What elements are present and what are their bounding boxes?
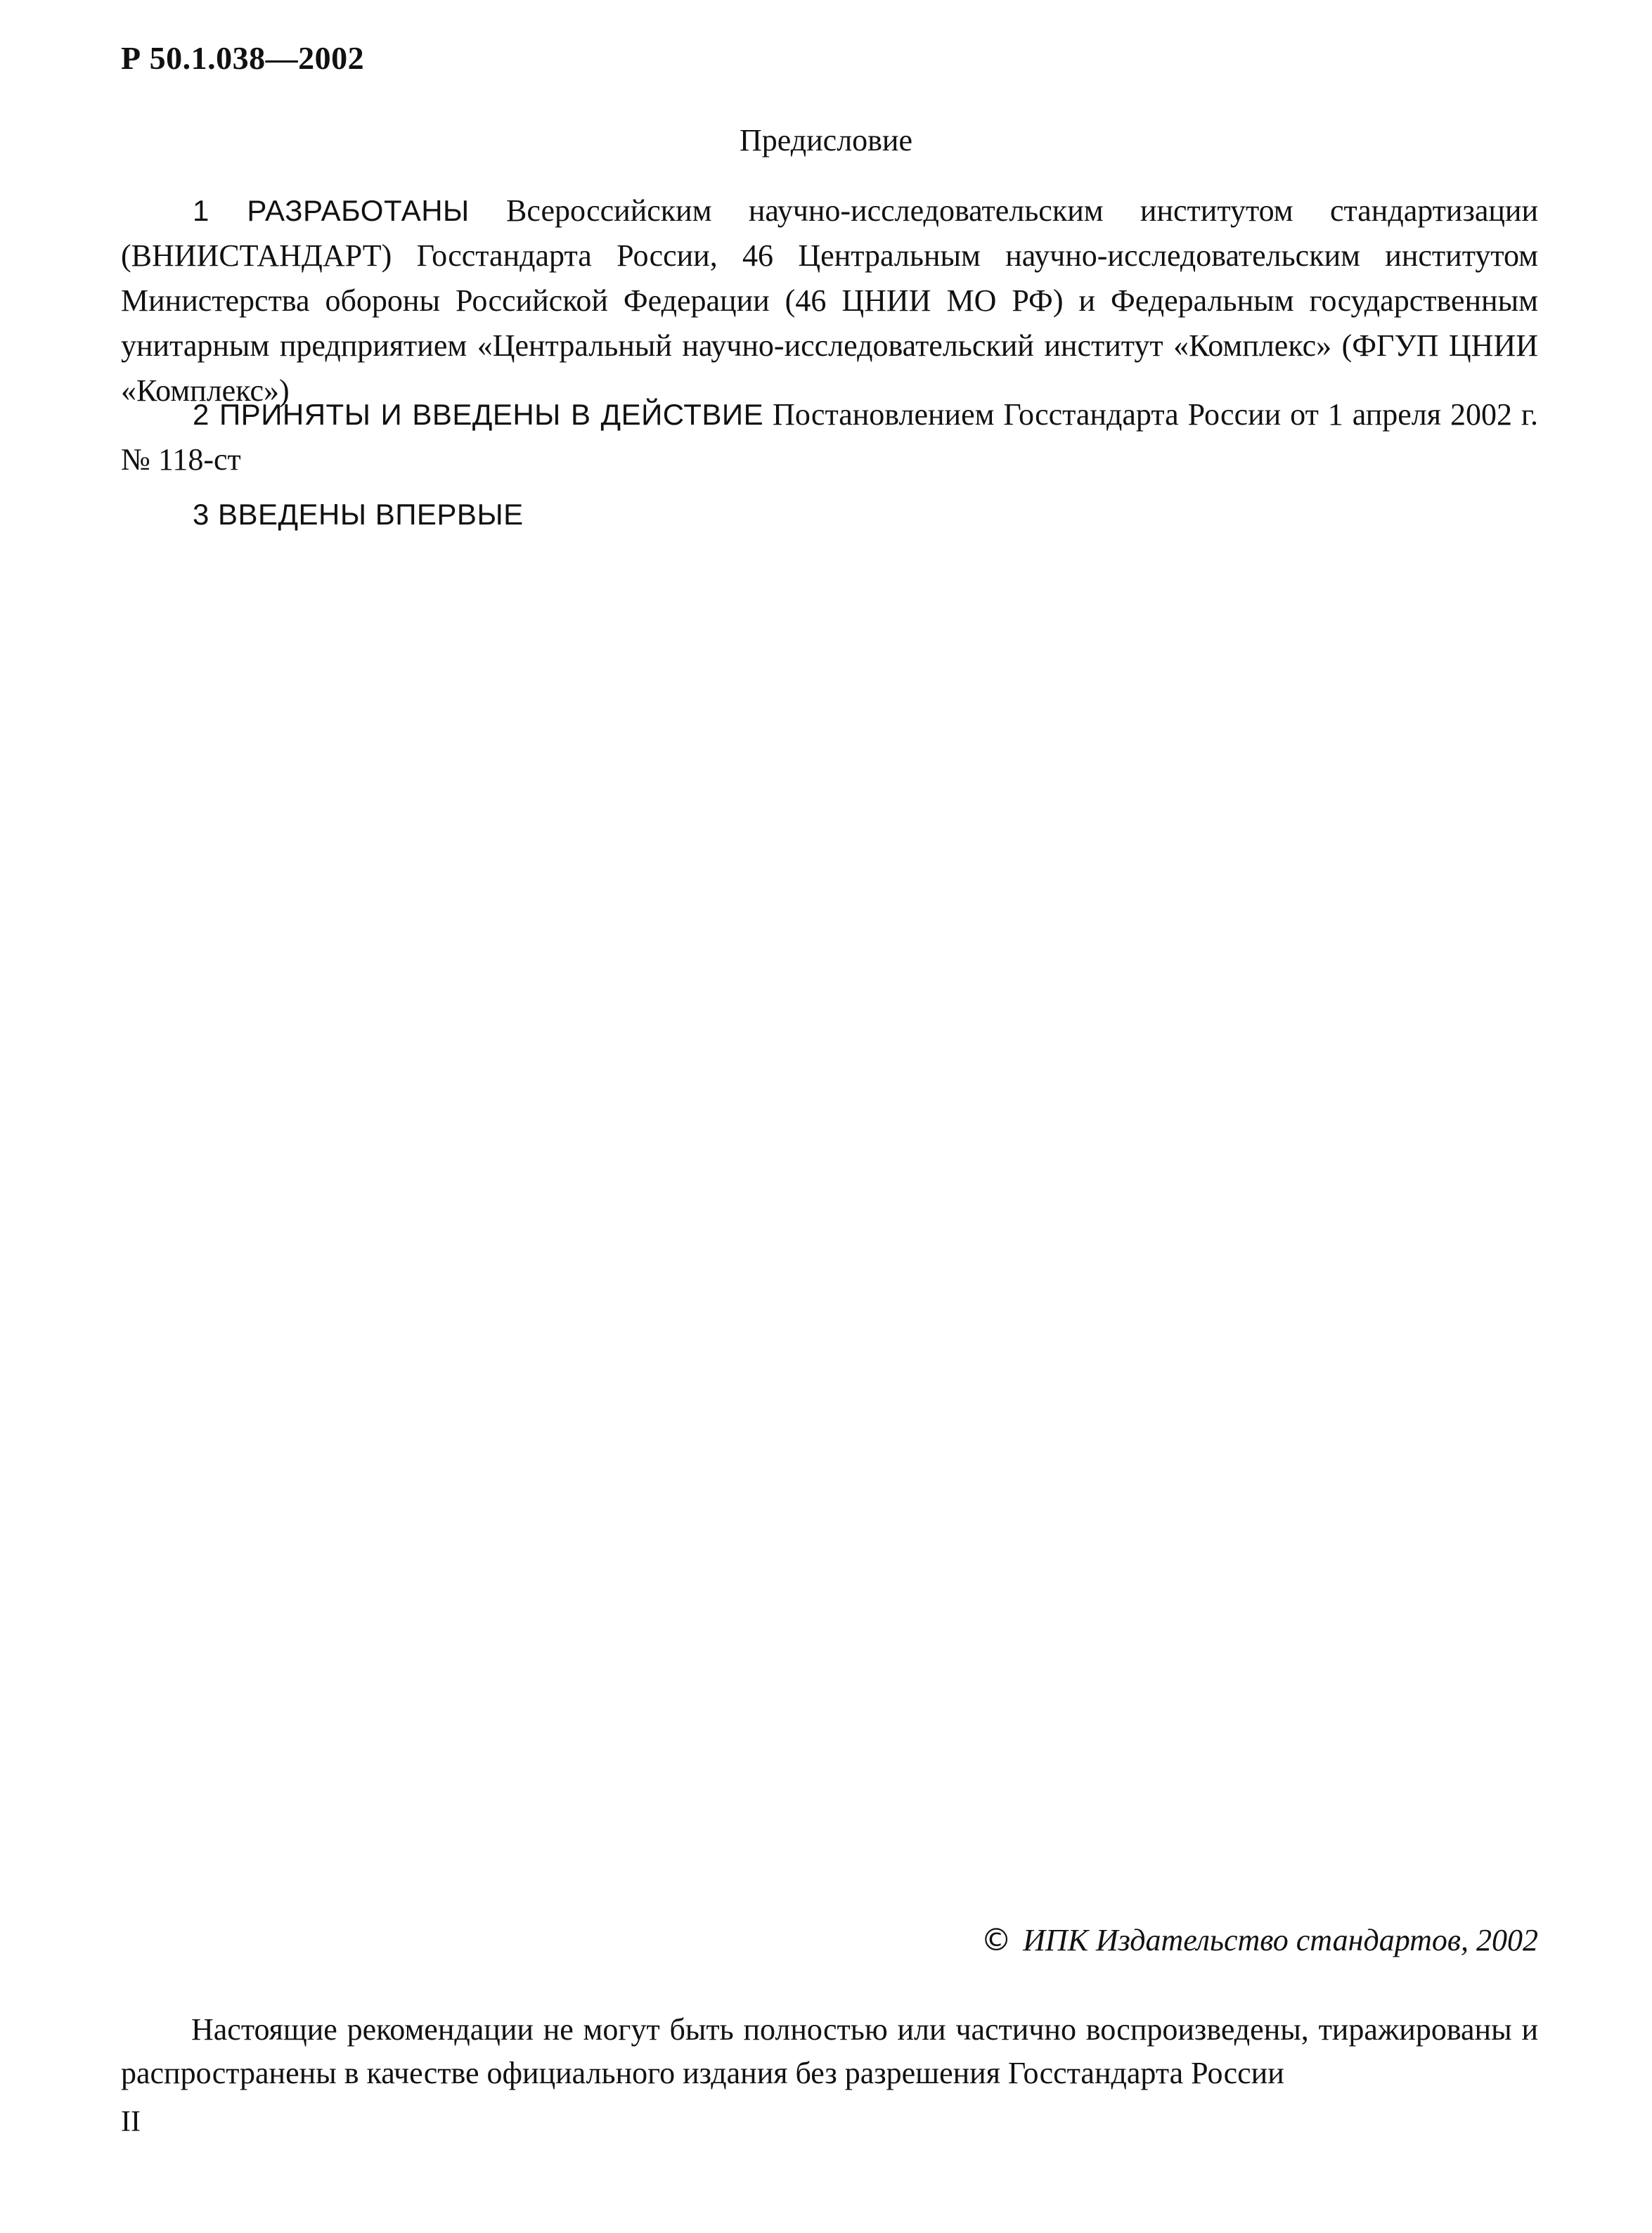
copyright-symbol: © (981, 1922, 1012, 1958)
foreword-title: Предисловие (740, 123, 912, 157)
foreword-item-1-text: Всероссийским научно-исследовательским институтом стандартизации (ВНИИСТАНДАРТ) Госстандарта России, 46 Центральным научно-исследовательским институтом Министерства обороны Российской Федерации (46 ЦНИИ МО РФ) и Федеральным государственным унитарным предприятием «Центральный научно-исследовательский институт «Комплекс» (ФГУП ЦНИИ «Комплекс») (121, 193, 1538, 408)
foreword-item-1 (121, 188, 1538, 413)
copyright-line (981, 1922, 1538, 1958)
foreword-item-2-text: Постановлением Госстандарта России от 1 апреля 2002 г. № 118-ст (121, 397, 1538, 477)
foreword-item-1-lead: 1 РАЗРАБОТАНЫ (193, 194, 470, 227)
page-number: II (121, 2106, 141, 2138)
foreword-item-2-lead: 2 ПРИНЯТЫ И ВВЕДЕНЫ В ДЕЙСТВИЕ (193, 398, 764, 431)
foreword-item-3-lead: 3 ВВЕДЕНЫ ВПЕРВЫЕ (193, 498, 524, 531)
document-code: Р 50.1.038—2002 (121, 40, 365, 76)
reproduction-notice: Настоящие рекомендации не могут быть полностью или частично воспроизведены, тиражированы и распространены в качестве официального издания без разрешения Госстандарта России (121, 2012, 1538, 2090)
copyright-publisher: ИПК Издательство стандартов, 2002 (1023, 1923, 1538, 1957)
foreword-item-2 (121, 392, 1538, 482)
foreword-item-3 (121, 492, 1538, 537)
